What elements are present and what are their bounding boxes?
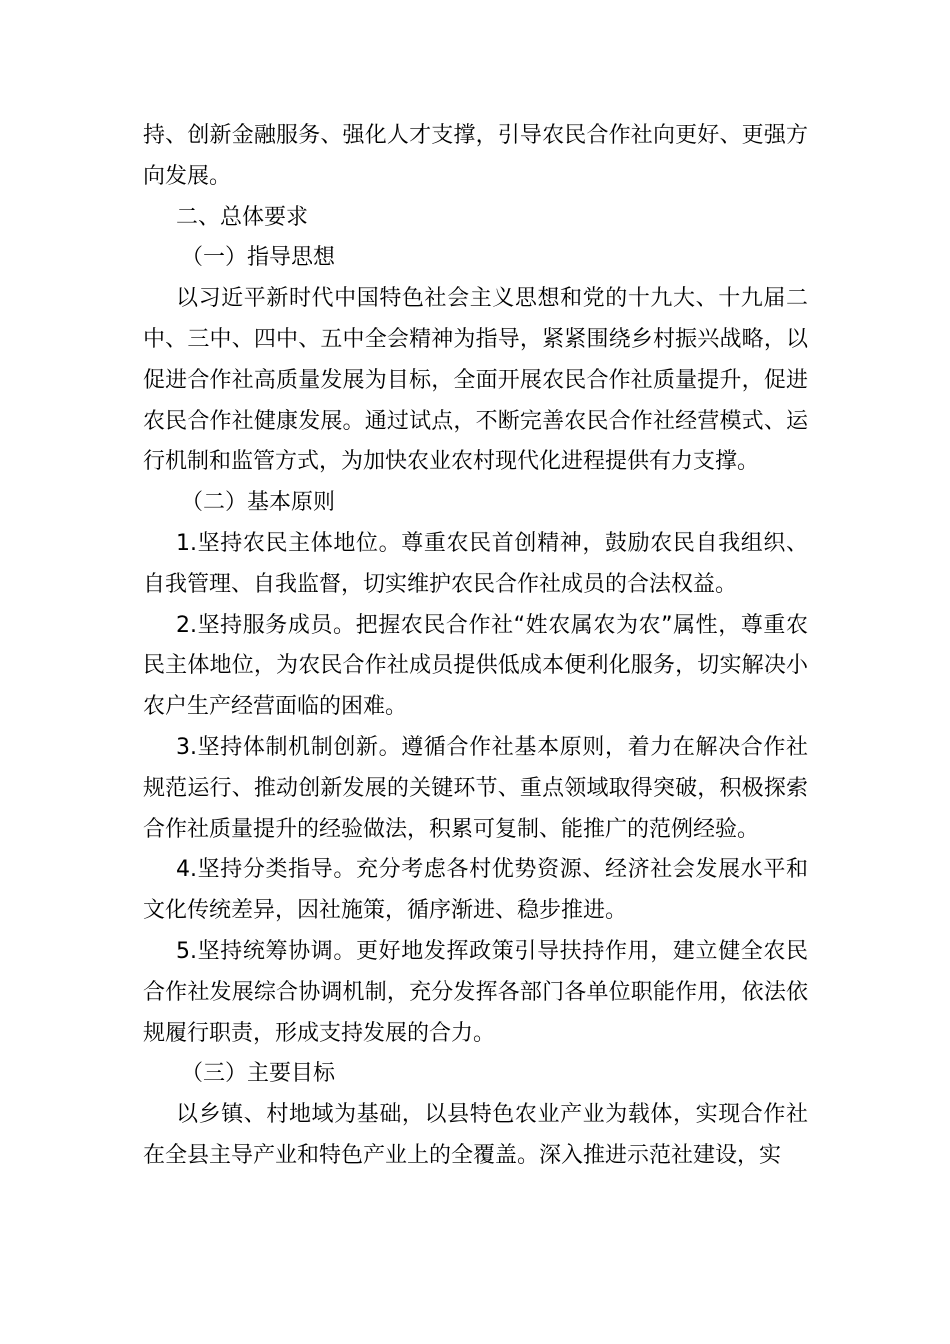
document-body: [143, 116, 808, 1177]
section-heading-general-requirements: 二、总体要求: [176, 204, 309, 230]
principle-item-5: 5.坚持统筹协调。更好地发挥政策引导扶持作用，建立健全农民合作社发展综合协调机制，充分发挥各部门各单位职能作用，依法依规履行职责，形成支持发展的合力。: [143, 938, 808, 1046]
paragraph-guiding-ideology: 以习近平新时代中国特色社会主义思想和党的十九大、十九届二中、三中、四中、五中全会精神为指导，紧紧围绕乡村振兴战略，以促进合作社高质量发展为目标，全面开展农民合作社质量提升，促进农民合作社健康发展。通过试点，不断完善农民合作社经营模式、运行机制和监管方式，为加快农业农村现代化进程提供有力支撑。: [143, 286, 808, 475]
subheading-guiding-ideology: （一）指导思想: [181, 245, 336, 271]
paragraph-main-goals: 以乡镇、村地域为基础，以县特色农业产业为载体，实现合作社在全县主导产业和特色产业上的全覆盖。深入推进示范社建设，实: [143, 1102, 808, 1168]
principle-item-1: 1.坚持农民主体地位。尊重农民首创精神，鼓励农民自我组织、自我管理、自我监督，切实维护农民合作社成员的合法权益。: [143, 530, 808, 597]
principle-item-3: 3.坚持体制机制创新。遵循合作社基本原则，着力在解决合作社规范运行、推动创新发展的关键环节、重点领域取得突破，积极探索合作社质量提升的经验做法，积累可复制、能推广的范例经验。: [143, 734, 808, 842]
principle-item-2: 2.坚持服务成员。把握农民合作社“姓农属农为农”属性，尊重农民主体地位，为农民合作社成员提供低成本便利化服务，切实解决小农户生产经营面临的困难。: [143, 612, 808, 720]
principle-item-4: 4.坚持分类指导。充分考虑各村优势资源、经济社会发展水平和文化传统差异，因社施策，循序渐进、稳步推进。: [143, 857, 808, 924]
subheading-main-goals: （三）主要目标: [181, 1061, 336, 1087]
subheading-basic-principles: （二）基本原则: [181, 490, 336, 516]
paragraph-continued: 持、创新金融服务、强化人才支撑，引导农民合作社向更好、更强方向发展。: [143, 123, 808, 189]
